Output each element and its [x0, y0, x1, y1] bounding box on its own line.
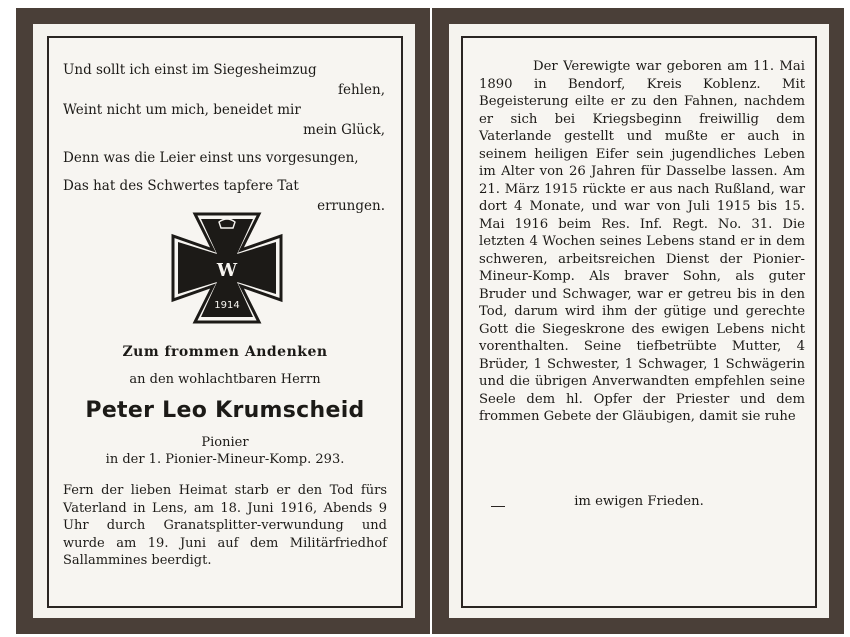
poem-line-3: Denn was die Leier einst uns vorgesungen, [63, 150, 359, 166]
biography-text: Der Verewigte war geboren am 11. Mai 1890 in Bendorf, Kreis Koblenz. Mit Begeisterung eilte er zu den Fahnen, nachdem er sich bei Kriegsbeginn freiwillig dem Vaterlande gestellt und mußte er auch in seinem heiligen Eifer sein jugendliches Leben im Alter von 26 Jahren für Dasselbe lassen. Am 21. März 1915 rückte er aus nach Rußland, war dort 4 Monate, und war von Juli 1915 bis 15. Mai 1916 beim Res. Inf. Regt. No. 31. Die letzten 4 Wochen seines Lebens stand er in dem schweren, arbeitsreichen Dienst der Pionier-Mineur-Komp. Als braver Sohn, als guter Bruder und Schwager, war er getreu bis in den Tod, darum wird ihm der gütige und gerechte Gott die Siegeskrone des ewigen Lebens nicht vorenthalten. Seine tiefbetrübte Mutter, 4 Brüder, 1 Schwester, 1 Schwager, 1 Schwägerin und die übrigen Anverwandten empfehlen seine Seele dem hl. Opfer der Priester und dem frommen Gebete der Gläubigen, damit sie ruhe [479, 59, 805, 424]
death-notice: Fern der lieben Heimat starb er den Tod fürs Vaterland in Lens, am 18. Juni 1916, Abends 9 Uhr durch Granatsplitter-verwundung und wurde am 19. Juni auf dem Militärfriedhof Sallammines beerdigt. [63, 483, 387, 568]
poem-line-4: Das hat des Schwertes tapfere Tat [63, 178, 299, 194]
left-card-frame [47, 36, 403, 608]
right-card [432, 8, 844, 634]
unit: in der 1. Pionier-Mineur-Komp. 293. [105, 452, 345, 467]
cross-letter: W [216, 260, 238, 281]
poem-line-4-end: errungen. [317, 198, 385, 214]
deceased-name: Peter Leo Krumscheid [85, 398, 365, 423]
poem-line-2: Weint nicht um mich, beneidet mir [63, 102, 301, 118]
rank: Pionier [201, 435, 249, 450]
iron-cross-icon [167, 208, 287, 328]
left-card [16, 8, 430, 634]
addressed-to: an den wohlachtbaren Herrn [129, 372, 321, 387]
memorial-heading: Zum frommen Andenken [122, 344, 328, 360]
poem-line-1: Und sollt ich einst im Siegesheimzug [63, 62, 317, 78]
rank-unit [53, 434, 397, 468]
closing-line: im ewigen Frieden. [574, 494, 704, 509]
right-card-frame [461, 36, 817, 608]
cross-year: 1914 [214, 300, 240, 311]
biography [479, 58, 805, 426]
poem-line-2-end: mein Glück, [303, 122, 385, 138]
poem [63, 60, 385, 224]
poem-line-1-end: fehlen, [338, 82, 385, 98]
